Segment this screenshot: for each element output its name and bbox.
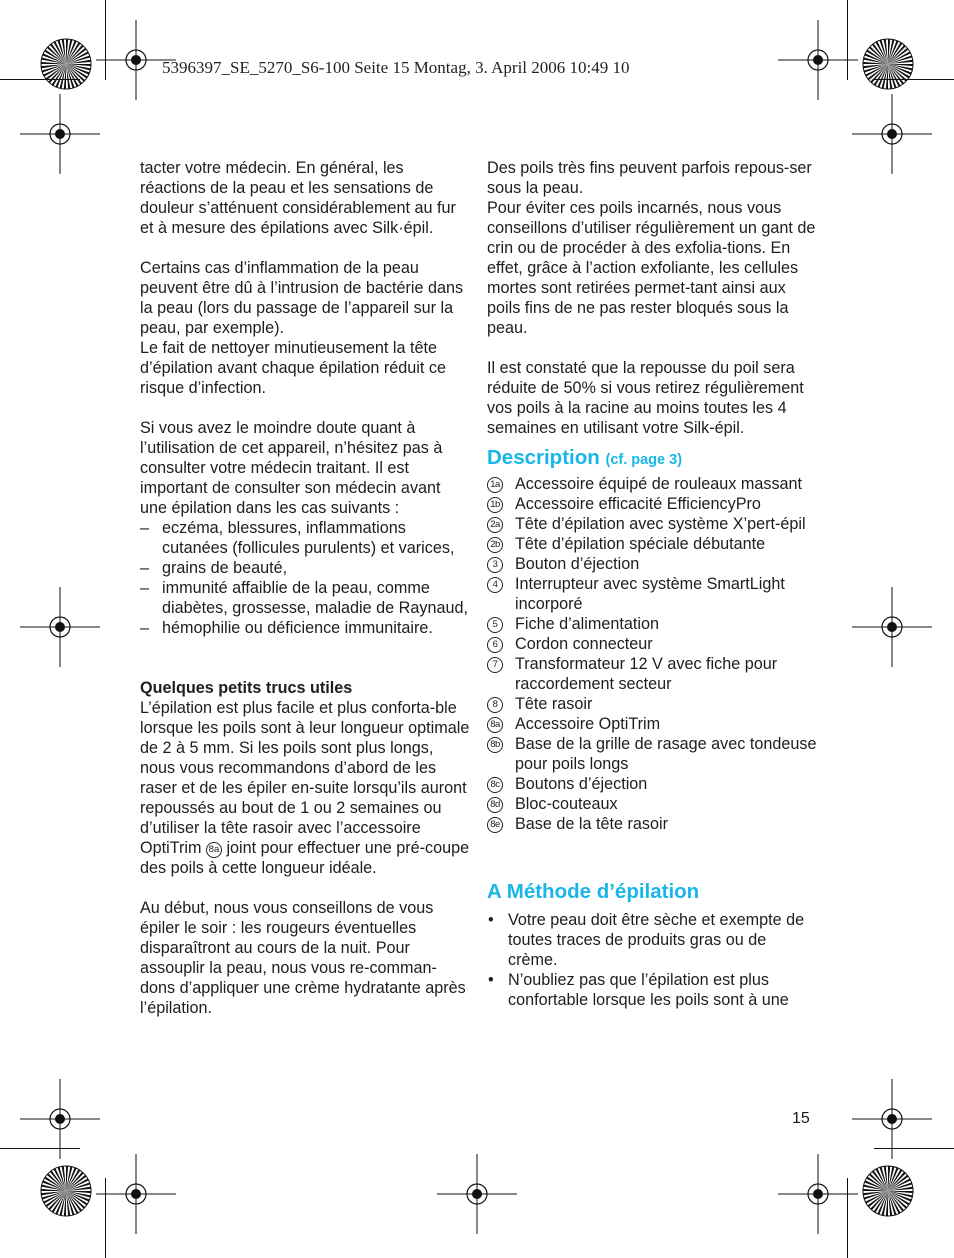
part-number-badge: 8 [487,697,503,713]
registration-mark-icon [96,20,176,100]
registration-mark-icon [20,94,100,174]
part-label: Accessoire OptiTrim [515,715,661,733]
part-number-badge: 3 [487,557,503,573]
part-label: Base de la tête rasoir [515,815,668,833]
part-label: Tête d’épilation avec système X’pert-épil [515,515,806,533]
page-number: 15 [792,1110,810,1127]
method-heading: A Méthode d’épilation [487,880,700,903]
list-item: – immunité affaiblie de la peau, comme diabètes, grossesse, maladie de Raynaud, [140,578,470,618]
part-label: Bouton d’éjection [515,555,640,573]
registration-mark-icon [437,1154,517,1234]
part-number-badge: 2a [487,517,503,533]
registration-mark-icon [852,587,932,667]
list-item: • N’oubliez pas que l’épilation est plus confortable lorsque les poils sont à une [487,970,817,1010]
part-label: Accessoire équipé de rouleaux massant [515,475,803,493]
tips-paragraph [140,698,470,878]
part-item [487,714,817,734]
paragraph: Il est constaté que la repousse du poil sera réduite de 50% si vous retirez régulièrement vos poils à la racine au moins toutes les 4 semaines en utilisant votre Silk-épil. [487,359,804,437]
registration-mark-icon [778,20,858,100]
paragraph: Certains cas d’inflammation de la peau peuvent être dû à l’intrusion de bactérie dans la peau (lors du passage de l’appareil sur la peau, par exemple). [140,259,464,337]
paragraph: tacter votre médecin. En général, les réactions de la peau et les sensations de douleur s’atténuent considérablement au fur et à mesure des épilations avec Silk·épil. [140,159,456,237]
part-item [487,734,817,774]
part-item [487,554,817,574]
registration-mark-icon [852,1079,932,1159]
part-label: Tête rasoir [515,695,593,713]
registration-mark-icon [778,1154,858,1234]
description-page-ref: (cf. page 3) [605,452,683,468]
conditions-list [140,518,470,638]
part-label: Base de la grille de rasage avec tondeuse pour poils longs [515,735,817,773]
left-column [140,158,470,1018]
part-number-badge: 8e [487,817,503,833]
paragraph: Des poils très fins peuvent parfois repous-ser sous la peau. [487,159,812,197]
list-item: – hémophilie ou déficience immunitaire. [140,618,470,638]
starburst-target-icon [40,1165,92,1217]
part-number-badge: 2b [487,537,503,553]
method-list [487,910,817,1010]
description-heading [487,446,817,472]
part-number-badge: 1a [487,477,503,493]
part-number-badge: 8d [487,797,503,813]
part-number-badge: 5 [487,617,503,633]
part-item [487,474,817,494]
part-item [487,774,817,794]
print-header: 5396397_SE_5270_S6-100 Seite 15 Montag, 3. April 2006 10:49 10 [162,58,630,77]
part-item [487,814,817,834]
registration-mark-icon [852,94,932,174]
description-title: Description [487,446,600,469]
part-number-badge: 1b [487,497,503,513]
part-item [487,794,817,814]
part-number-badge: 4 [487,577,503,593]
registration-mark-icon [20,1079,100,1159]
part-number-badge: 6 [487,637,503,653]
paragraph: Le fait de nettoyer minutieusement la tête d’épilation avant chaque épilation réduit ce risque d’infection. [140,339,446,397]
part-label: Accessoire efficacité EfficiencyPro [515,495,761,513]
list-item: – grains de beauté, [140,558,470,578]
part-label: Fiche d’alimentation [515,615,659,633]
part-item [487,694,817,714]
paragraph: Si vous avez le moindre doute quant à l’utilisation de cet appareil, n’hésitez pas à consulter votre médecin traitant. Il est important de consulter son médecin avant une épilation dans les cas suivants : [140,419,443,517]
part-item [487,494,817,514]
part-item [487,654,817,694]
part-number-badge: 8b [487,737,503,753]
parts-list [487,474,817,834]
part-label: Boutons d’éjection [515,775,648,793]
part-item [487,634,817,654]
tips-heading: Quelques petits trucs utiles [140,679,353,697]
part-number-badge: 7 [487,657,503,673]
paragraph: Au début, nous vous conseillons de vous épiler le soir : les rougeurs éventuelles disparaîtront au cours de la nuit. Pour assouplir la peau, nous vous re-comman-dons d’appliquer une crème hydratante après l’épilation. [140,899,466,1017]
paragraph: Pour éviter ces poils incarnés, nous vous conseillons d’utiliser régulièrement un gant de crin ou de procéder à des exfolia-tions. En effet, grâce à l’action exfoliante, les cellules mortes sont retirées permet-tant ainsi aux poils fins de ne pas rester bloqués sous la peau. [487,199,816,337]
tips-text: joint pour effectuer une pré-coupe des poils à cette longueur idéale. [140,839,470,877]
tips-text: L’épilation est plus facile et plus conforta-ble lorsque les poils sont à leur longueur optimale de 2 à 5 mm. Si les poils sont plus longs, nous vous recommandons d’abord de les raser et de les épiler en-suite lorsqu’ils auront repoussés au bout de 1 ou 2 semaines ou d’utiliser la tête rasoir avec l’accessoire OptiTrim [140,699,470,857]
starburst-target-icon [862,38,914,90]
part-number-badge: 8a [487,717,503,733]
part-label: Tête d’épilation spéciale débutante [515,535,766,553]
part-item [487,534,817,554]
right-column [487,158,817,1010]
registration-mark-icon [20,587,100,667]
list-item: – eczéma, blessures, inflammations cutanées (follicules purulents) et varices, [140,518,470,558]
list-item: • Votre peau doit être sèche et exempte de toutes traces de produits gras ou de crème. [487,910,817,970]
registration-mark-icon [96,1154,176,1234]
part-label: Transformateur 12 V avec fiche pour raccordement secteur [515,655,778,693]
starburst-target-icon [862,1165,914,1217]
part-number-badge: 8c [487,777,503,793]
starburst-target-icon [40,38,92,90]
part-label: Interrupteur avec système SmartLight incorporé [515,575,785,613]
part-item [487,614,817,634]
part-item [487,514,817,534]
optitrim-reference-badge: 8a [206,842,222,858]
part-label: Bloc-couteaux [515,795,618,813]
part-item [487,574,817,614]
part-label: Cordon connecteur [515,635,653,653]
